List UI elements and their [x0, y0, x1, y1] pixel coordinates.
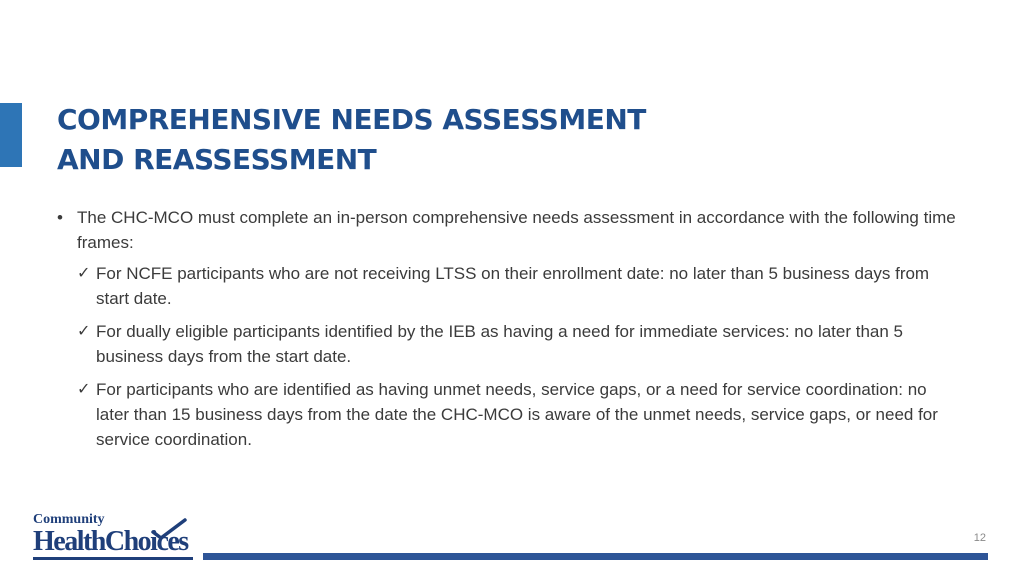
logo-checkmark-icon: [151, 518, 187, 540]
slide-title-line-2: AND REASSESSMENT: [57, 143, 377, 176]
community-healthchoices-logo: [33, 512, 198, 564]
title-accent-bar: [0, 103, 22, 167]
main-bullet-text: The CHC-MCO must complete an in-person comprehensive needs assessment in accordance with the following time frames:: [77, 208, 956, 252]
logo-word-healthchoices: HealthChoices: [33, 526, 188, 557]
main-bullet: [57, 205, 962, 255]
checkmark-icon: ✓: [77, 265, 91, 282]
checkmark-icon: ✓: [77, 381, 91, 398]
page-number: 12: [973, 532, 986, 544]
footer-bar: [203, 553, 988, 560]
check-item-2: [77, 319, 962, 369]
slide-title: [57, 100, 957, 180]
check-item-1: [77, 261, 962, 311]
logo-underline: [33, 557, 193, 560]
logo-word-community: Community: [33, 512, 105, 527]
checkmark-icon: ✓: [77, 323, 91, 340]
check-item-text: For dually eligible participants identified by the IEB as having a need for immediate services: no later than 5 business days from the start date.: [96, 322, 904, 366]
slide-title-line-1: COMPREHENSIVE NEEDS ASSESSMENT: [57, 103, 646, 136]
check-item-text: For NCFE participants who are not receiving LTSS on their enrollment date: no later than 5 business days from start date.: [96, 264, 930, 308]
check-item-3: [77, 377, 962, 452]
bullet-dot-icon: •: [57, 208, 63, 227]
slide-content: [57, 205, 962, 460]
check-item-text: For participants who are identified as having unmet needs, service gaps, or a need for service coordination: no later than 15 business days from the date the CHC-MCO is aware of the unmet needs, service gaps, or need for service coordination.: [96, 380, 938, 449]
